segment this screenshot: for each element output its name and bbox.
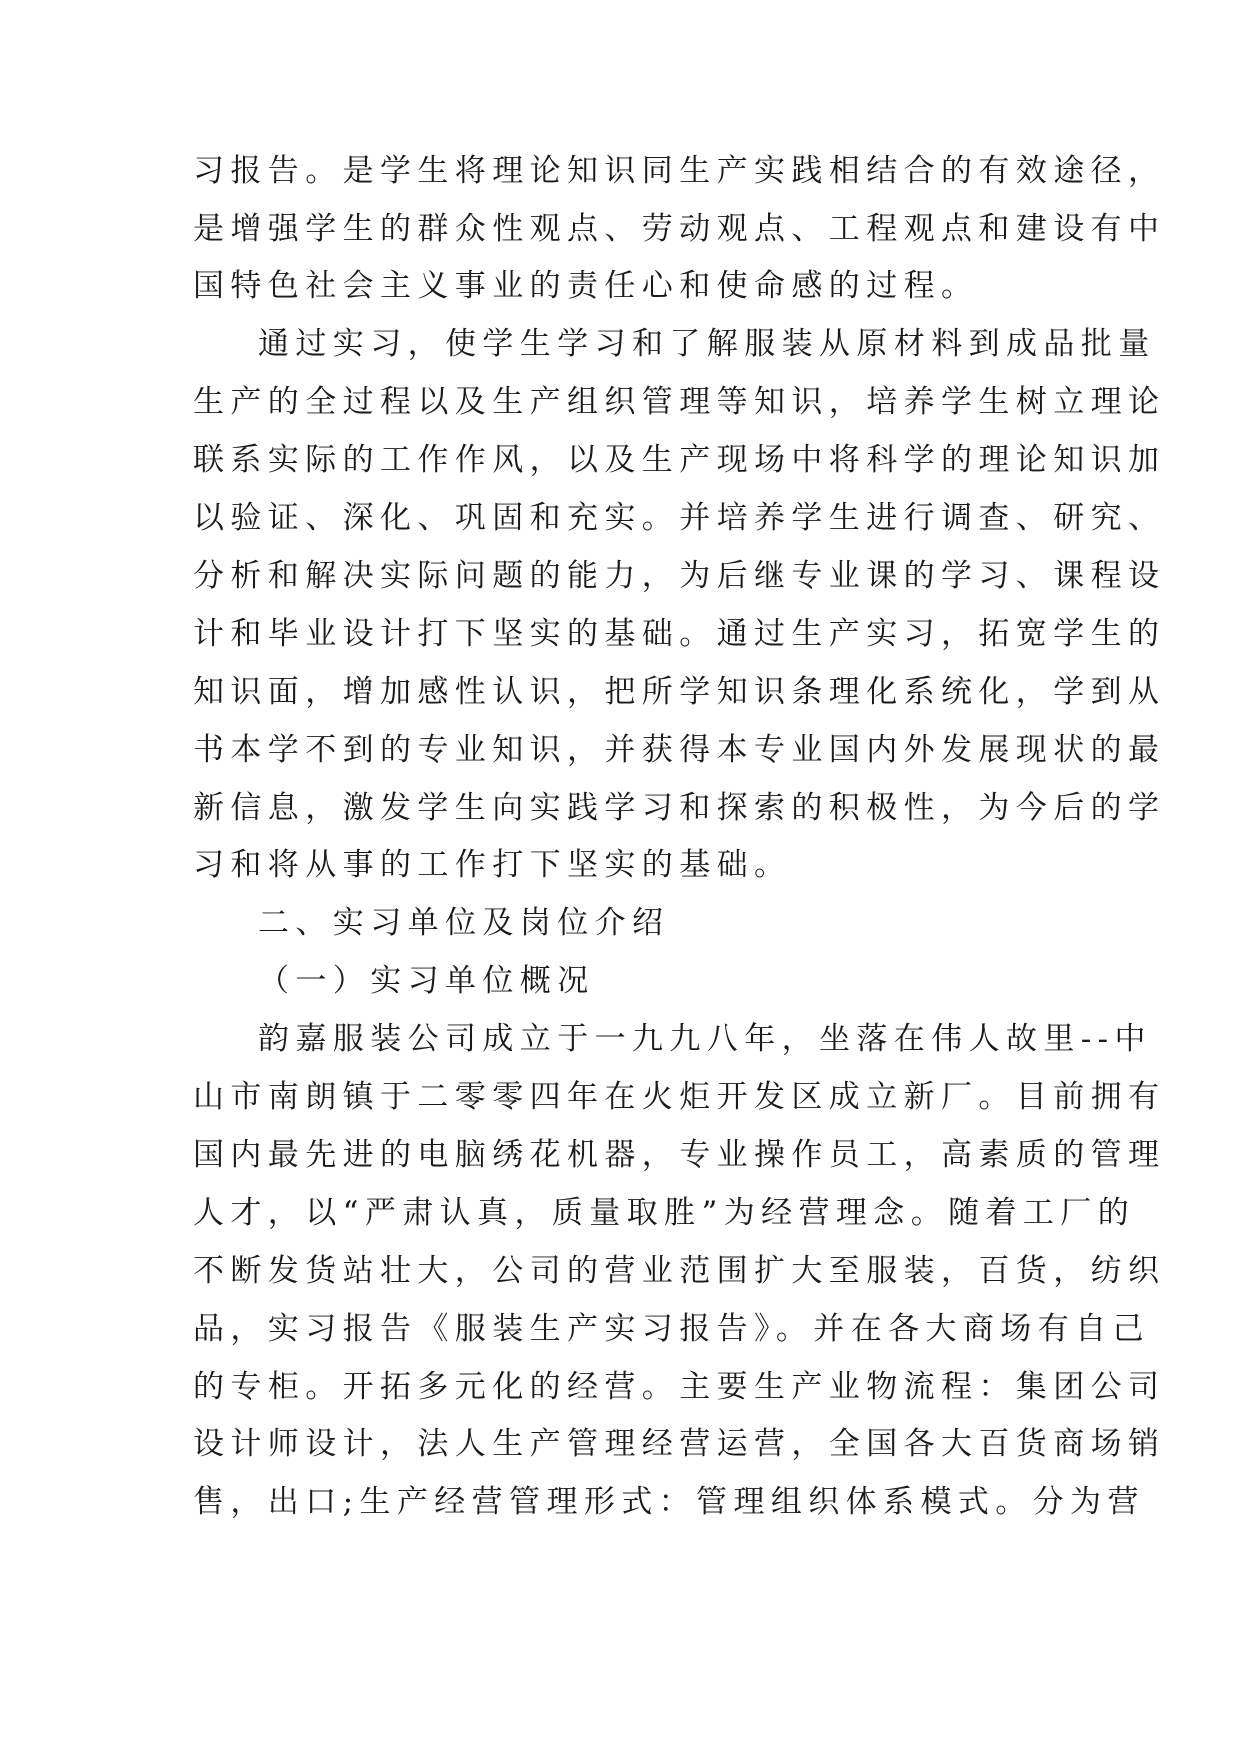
subsection-heading: （一）实习单位概况 [258,963,595,999]
section-heading: 二、实习单位及岗位介绍 [258,905,670,941]
text-line: 国内最先进的电脑绣花机器，专业操作员工，高素质的管理 [193,1137,1166,1173]
text-line: 新信息，激发学生向实践学习和探索的积极性，为今后的学 [193,790,1166,826]
text-line: 习报告。是学生将理论知识同生产实践相结合的有效途径， [193,153,1166,189]
paragraph-first-line: 韵嘉服装公司成立于一九九八年，坐落在伟人故里--中 [258,1021,1152,1057]
text-line: 不断发货站壮大，公司的营业范围扩大至服装，百货，纺织 [193,1253,1166,1289]
text-line: 知识面，增加感性认识，把所学知识条理化系统化，学到从 [193,674,1166,710]
text-line: 是增强学生的群众性观点、劳动观点、工程观点和建设有中 [193,211,1166,247]
text-line: 山市南朗镇于二零零四年在火炬开发区成立新厂。目前拥有 [193,1079,1166,1115]
text-line: 品，实习报告《服装生产实习报告》。并在各大商场有自己 [193,1311,1150,1347]
text-line: 以验证、深化、巩固和充实。并培养学生进行调查、研究、 [193,500,1166,536]
text-line: 计和毕业设计打下坚实的基础。通过生产实习，拓宽学生的 [193,616,1166,652]
paragraph-first-line: 通过实习，使学生学习和了解服装从原材料到成品批量 [258,326,1156,362]
text-line: 生产的全过程以及生产组织管理等知识，培养学生树立理论 [193,384,1166,420]
text-line: 设计师设计，法人生产管理经营运营，全国各大百货商场销 [193,1426,1166,1462]
text-line: 联系实际的工作作风，以及生产现场中将科学的理论知识加 [193,442,1166,478]
text-line: 国特色社会主义事业的责任心和使命感的过程。 [193,268,979,304]
text-line: 的专柜。开拓多元化的经营。主要生产业物流程：集团公司 [193,1369,1166,1405]
text-line: 售，出口;生产经营管理形式：管理组织体系模式。分为营 [193,1484,1145,1520]
text-line: 习和将从事的工作打下坚实的基础。 [193,847,792,883]
text-line: 人才，以“严肃认真，质量取胜”为经营理念。随着工厂的 [193,1195,1136,1231]
text-line: 书本学不到的专业知识，并获得本专业国内外发展现状的最 [193,732,1166,768]
text-line: 分析和解决实际问题的能力，为后继专业课的学习、课程设 [193,558,1166,594]
